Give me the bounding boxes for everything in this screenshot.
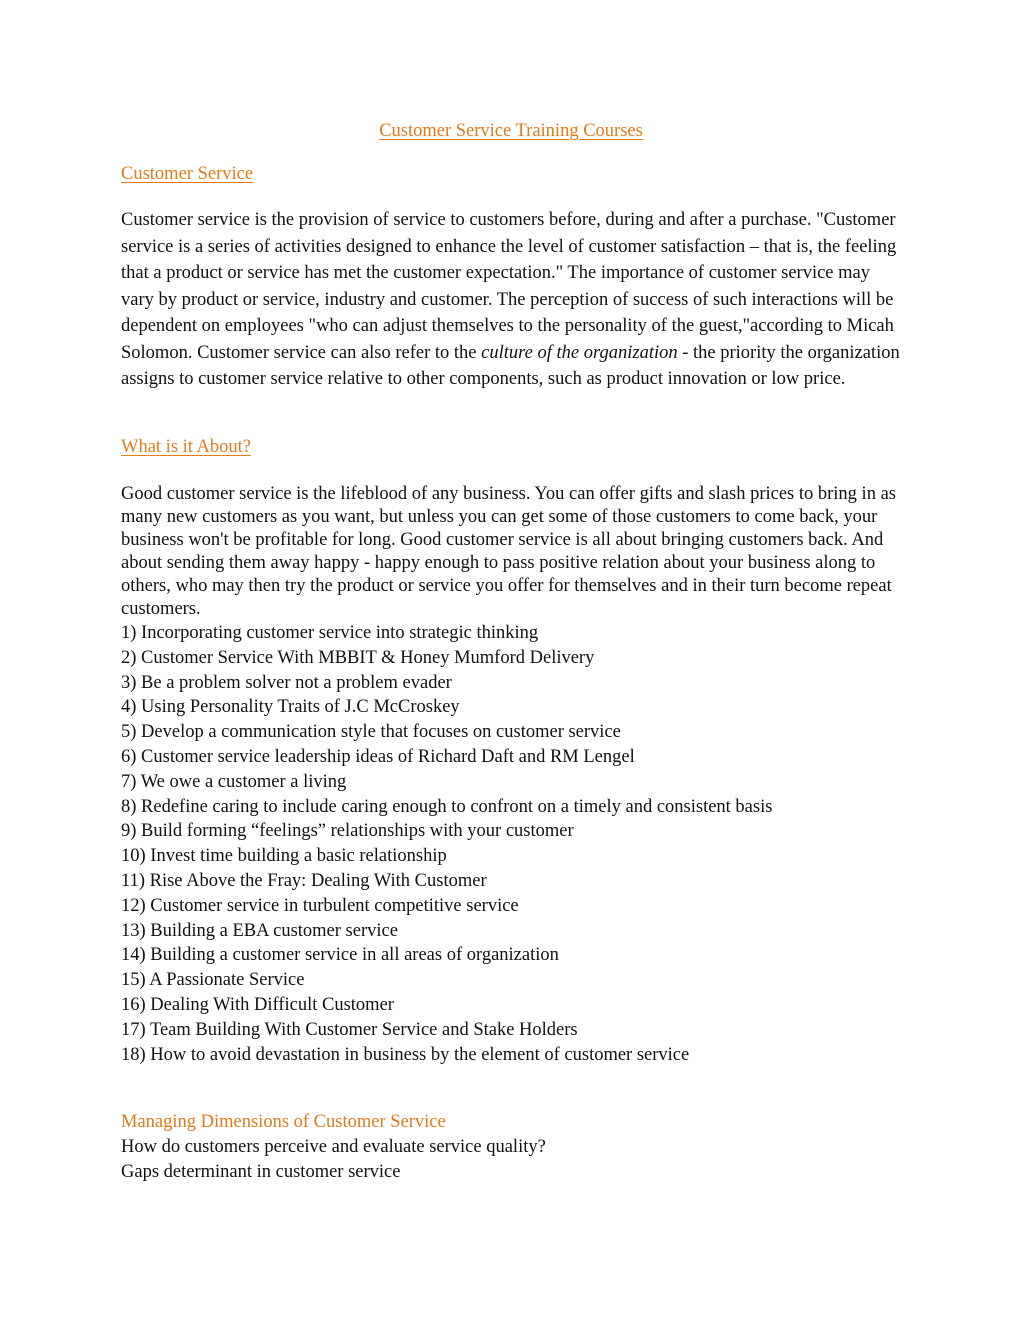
list-item: 8) Redefine caring to include caring enough to confront on a timely and consistent basis: [121, 796, 773, 817]
list-item: 15) A Passionate Service: [121, 970, 305, 991]
list-item: 11) Rise Above the Fray: Dealing With Customer: [121, 870, 487, 891]
list-item: How do customers perceive and evaluate service quality?: [121, 1137, 546, 1157]
list-item: 12) Customer service in turbulent competitive service: [121, 895, 519, 916]
list-item: 1) Incorporating customer service into strategic thinking: [121, 623, 539, 643]
list-item: 3) Be a problem solver not a problem evader: [121, 672, 452, 693]
list-item: 4) Using Personality Traits of J.C McCroskey: [121, 697, 460, 718]
managing-dimensions-lines: [121, 1135, 903, 1184]
list-item: 9) Build forming “feelings” relationships with your customer: [121, 821, 574, 842]
heading-managing-dimensions: Managing Dimensions of Customer Service: [121, 1112, 446, 1132]
what-is-it-about-paragraph: Good customer service is the lifeblood of any business. You can offer gifts and slash prices to bring in as many new customers as you want, but unless you can get some of those customers to come back, your business won't be profitable for long. Good customer service is all about bringing customers back. And about sending them away happy - happy enough to pass positive relation about your business along to others, who may then try the product or service you offer for themselves and in their turn become repeat customers.: [121, 484, 896, 619]
heading-what-is-it-about: What is it About?: [121, 437, 251, 457]
heading-customer-service: Customer Service: [121, 164, 254, 184]
paragraph-italic-phrase: culture of the organization: [481, 342, 678, 363]
list-item: 10) Invest time building a basic relationship: [121, 846, 447, 867]
list-item: 14) Building a customer service in all areas of organization: [121, 945, 559, 966]
list-item: 16) Dealing With Difficult Customer: [121, 994, 394, 1015]
list-item: 7) We owe a customer a living: [121, 771, 347, 792]
list-item: 2) Customer Service With MBBIT & Honey Mumford Delivery: [121, 647, 595, 668]
list-item: 18) How to avoid devastation in business by the element of customer service: [121, 1044, 690, 1065]
list-item: 13) Building a EBA customer service: [121, 920, 398, 941]
list-item: Gaps determinant in customer service: [121, 1161, 401, 1182]
paragraph-text-part1: Customer service is the provision of service to customers before, during and after a purchase. "Customer service is a series of activities designed to enhance the level of customer satisfaction – that is, the feeling that a product or service has met the customer expectation." The importance of customer service may vary by product or service, industry and customer. The perception of success of such interactions will be dependent on employees "who can adjust themselves to the personality of the guest,"according to Micah Solomon. Customer service can also refer to the: [121, 210, 897, 363]
document-title: Customer Service Training Courses: [379, 121, 643, 141]
paragraph-text-part2: - the priority the organization assigns to customer service relative to other components, such as product innovation or low price.: [121, 342, 900, 389]
list-item: 6) Customer service leadership ideas of Richard Daft and RM Lengel: [121, 746, 635, 767]
customer-service-paragraph: [121, 207, 903, 393]
list-item: 5) Develop a communication style that focuses on customer service: [121, 722, 621, 743]
course-topics-list: [121, 621, 903, 1067]
list-item: 17) Team Building With Customer Service and Stake Holders: [121, 1019, 578, 1040]
